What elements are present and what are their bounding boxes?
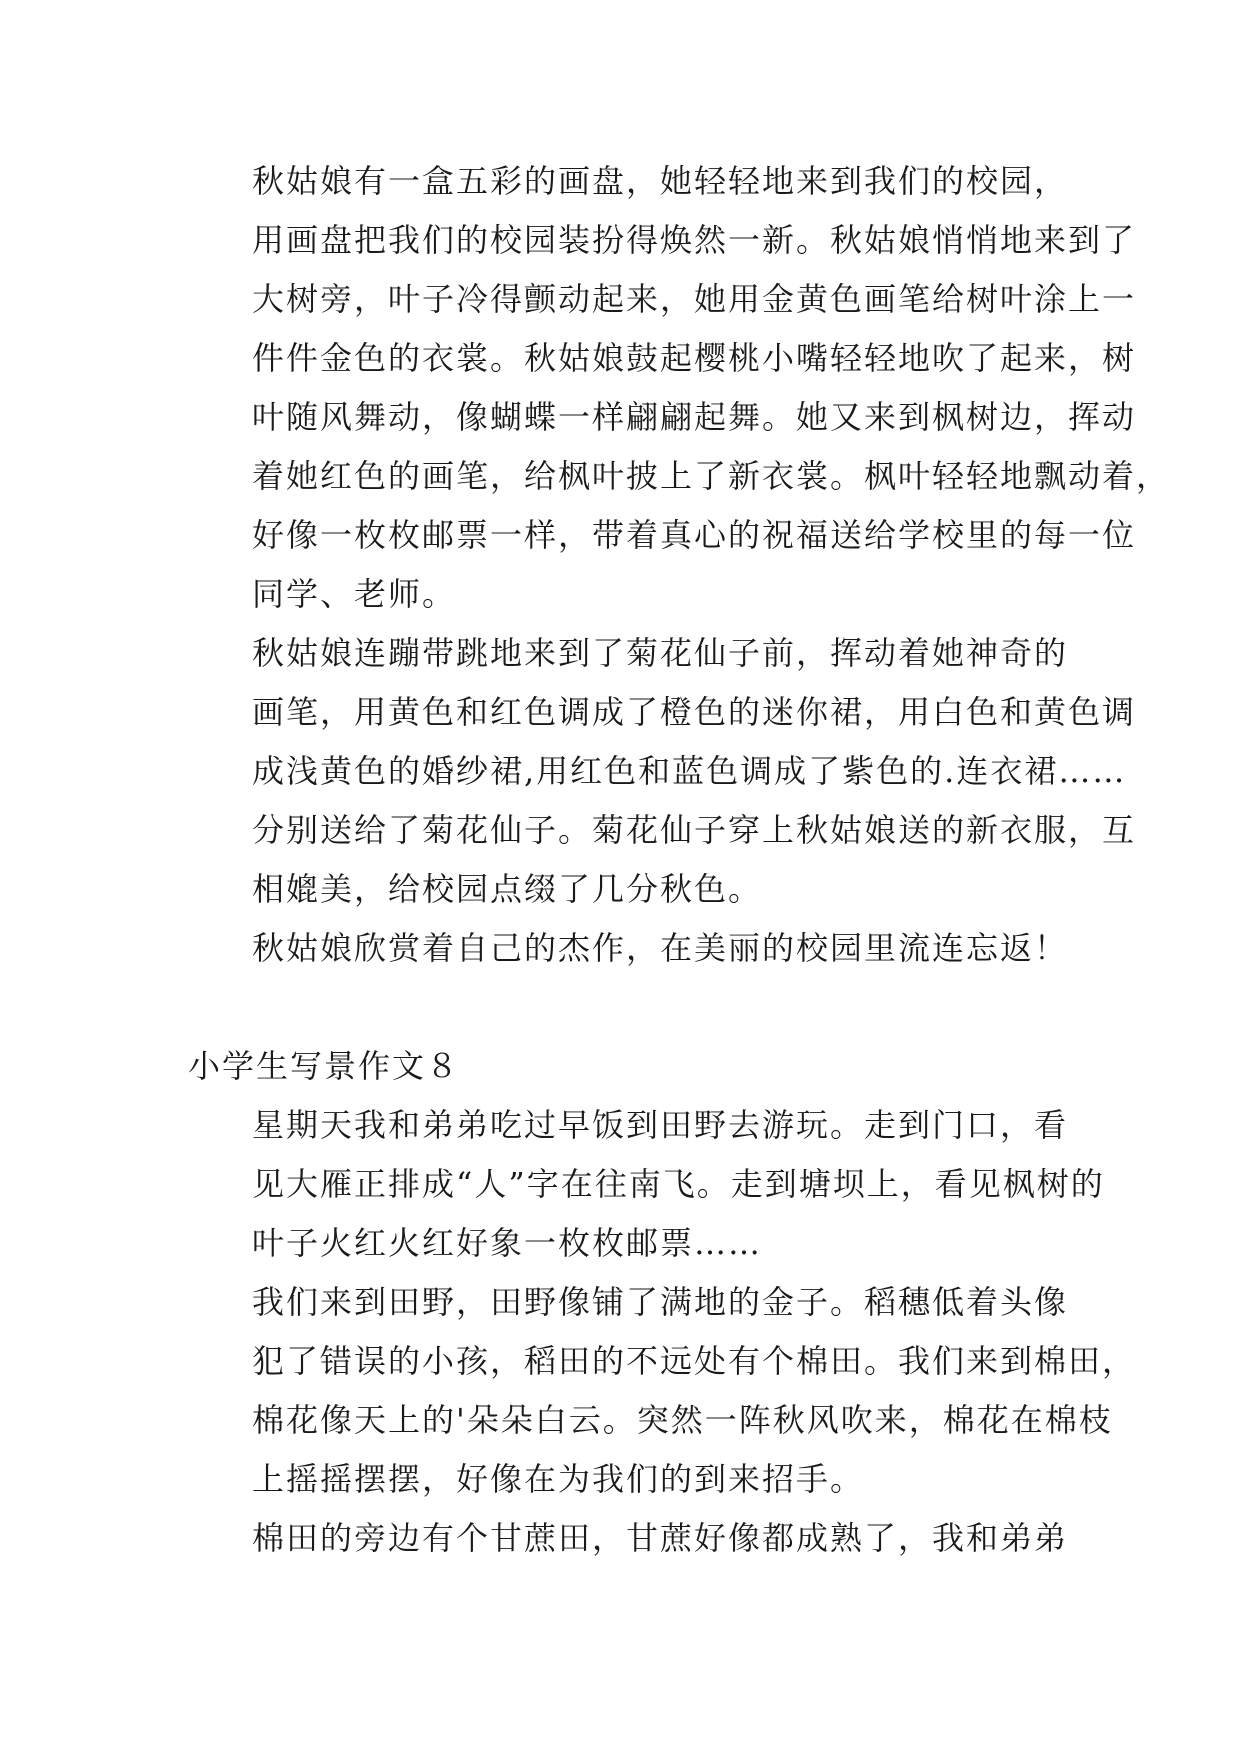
text-line: 秋姑娘连蹦带跳地来到了菊花仙子前，挥动着她神奇的	[252, 634, 1069, 672]
paragraph-chrysanthemum-fairy	[188, 624, 1137, 919]
text-line: 小学生写景作文８	[188, 1047, 461, 1085]
text-line: 着她红色的画笔，给枫叶披上了新衣裳。枫叶轻轻地飘动着，	[252, 457, 1171, 495]
text-line: 画笔，用黄色和红色调成了橙色的迷你裙，用白色和黄色调	[252, 693, 1137, 731]
paragraph-fields	[188, 1273, 1137, 1509]
essay-title	[188, 1037, 1068, 1096]
document-body	[188, 152, 1171, 1568]
text-line: 秋姑娘欣赏着自己的杰作，在美丽的校园里流连忘返！	[252, 929, 1069, 967]
text-line: 用画盘把我们的校园装扮得焕然一新。秋姑娘悄悄地来到了	[252, 221, 1137, 259]
text-line: 棉花像天上的'朵朵白云。突然一阵秋风吹来，棉花在棉枝	[252, 1401, 1113, 1439]
text-line: 分别送给了菊花仙子。菊花仙子穿上秋姑娘送的新衣服，互	[252, 811, 1137, 849]
text-line: 叶随风舞动，像蝴蝶一样翩翩起舞。她又来到枫树边，挥动	[252, 398, 1137, 436]
text-line: 见大雁正排成“人”字在往南飞。走到塘坝上，看见枫树的	[252, 1165, 1105, 1203]
text-line: 成浅黄色的婚纱裙,用红色和蓝色调成了紫色的.连衣裙……	[252, 752, 1127, 790]
paragraph-closing	[188, 919, 1068, 978]
paragraph-sugarcane	[188, 1509, 1068, 1568]
text-line: 我们来到田野，田野像铺了满地的金子。稻穗低着头像	[252, 1283, 1069, 1321]
text-line: 相媲美，给校园点缀了几分秋色。	[252, 870, 763, 908]
text-line: 棉田的旁边有个甘蔗田，甘蔗好像都成熟了，我和弟弟	[252, 1519, 1069, 1557]
text-line: 好像一枚枚邮票一样，带着真心的祝福送给学校里的每一位	[252, 516, 1137, 554]
text-line: 秋姑娘有一盒五彩的画盘，她轻轻地来到我们的校园，	[252, 162, 1069, 200]
paragraph-sunday-outing	[188, 1096, 1105, 1273]
text-line: 大树旁，叶子冷得颤动起来，她用金黄色画笔给树叶涂上一	[252, 280, 1137, 318]
text-line: 件件金色的衣裳。秋姑娘鼓起樱桃小嘴轻轻地吹了起来，树	[252, 339, 1137, 377]
text-line: 叶子火红火红好象一枚枚邮票……	[252, 1224, 763, 1262]
text-line: 犯了错误的小孩，稻田的不远处有个棉田。我们来到棉田，	[252, 1342, 1137, 1380]
text-line: 上摇摇摆摆，好像在为我们的到来招手。	[252, 1460, 865, 1498]
text-line: 星期天我和弟弟吃过早饭到田野去游玩。走到门口，看	[252, 1106, 1069, 1144]
paragraph-autumn-palette	[188, 152, 1171, 624]
text-line: 同学、老师。	[252, 575, 457, 613]
